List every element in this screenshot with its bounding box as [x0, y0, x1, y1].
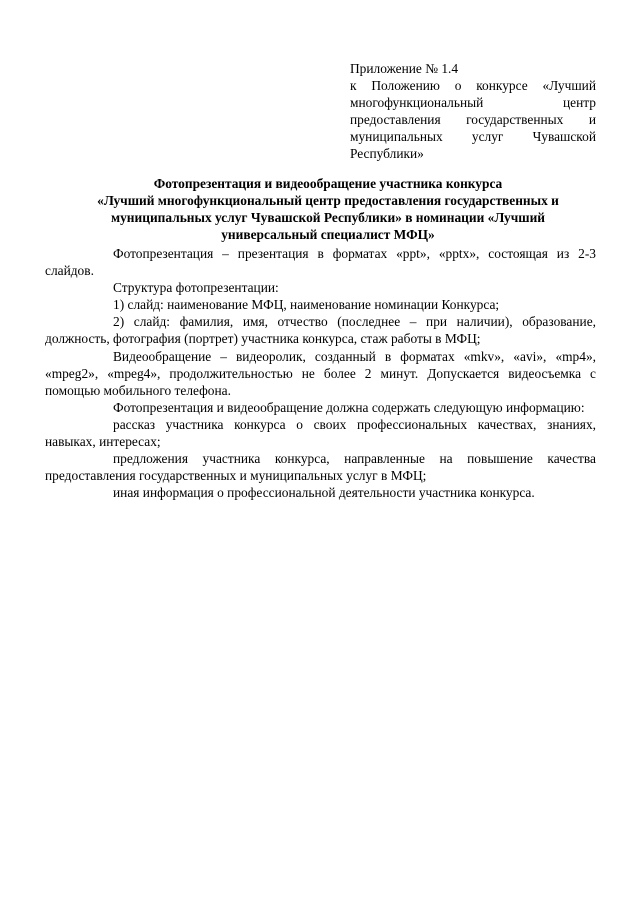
document-title	[60, 175, 596, 243]
title-line: муниципальных услуг Чувашской Республики» в номинации «Лучший	[110, 210, 546, 225]
paragraph: Фотопрезентация и видеообращение должна содержать следующую информацию:	[113, 399, 585, 415]
title-line: Фотопрезентация и видеообращение участника конкурса	[153, 176, 503, 191]
paragraph: 1) слайд: наименование МФЦ, наименование номинации Конкурса;	[113, 297, 500, 313]
title-line: универсальный специалист МФЦ»	[221, 227, 435, 242]
title-line: «Лучший многофункциональный центр предоставления государственных и	[97, 193, 559, 208]
appendix-line: к Положению о конкурсе «Лучший	[350, 78, 596, 93]
paragraph: иная информация о профессиональной деятельности участника конкурса.	[113, 485, 535, 501]
paragraph: рассказ участника конкурса о своих профессиональных качествах, знаниях, навыках, интересах;	[45, 416, 596, 450]
paragraph: предложения участника конкурса, направленные на повышение качества предоставления государственных и муниципальных услуг в МФЦ;	[45, 451, 596, 484]
appendix-line: многофункциональный центр	[350, 95, 596, 110]
appendix-line: Приложение № 1.4	[350, 61, 459, 76]
appendix-note	[350, 60, 596, 162]
paragraph: 2) слайд: фамилия, имя, отчество (последнее – при наличии), образование, должность, фотография (портрет) участника конкурса, стаж работы в МФЦ;	[45, 314, 596, 347]
paragraph: Видеообращение – видеоролик, созданный в форматах «mkv», «avi», «mp4», «mpeg2», «mpeg4», продолжительностью не более 2 минут. Допускается видеосъемка с помощью мобильного телефона.	[45, 348, 596, 398]
appendix-line: Республики»	[350, 146, 424, 161]
appendix-line: предоставления государственных и	[350, 112, 596, 127]
document-body	[45, 245, 596, 501]
paragraph: Фотопрезентация – презентация в форматах «ppt», «pptx», состоящая из 2-3 слайдов.	[45, 246, 596, 279]
appendix-line: муниципальных услуг Чувашской	[350, 129, 596, 144]
paragraph: Структура фотопрезентации:	[113, 280, 279, 296]
